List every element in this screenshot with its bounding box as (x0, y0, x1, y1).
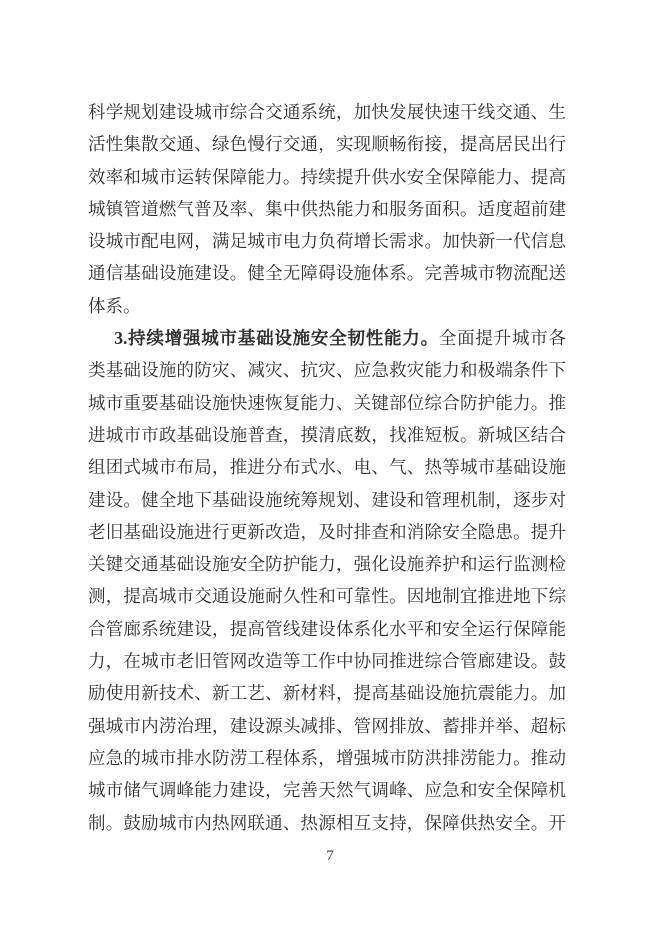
body-text-run: 城市储气调峰能力建设，完善天然气调峰、应急和安全保障机 (88, 780, 566, 801)
text-line (88, 451, 566, 483)
paragraph (88, 96, 566, 322)
body-text-run: 体系。 (88, 295, 141, 316)
body-text-run: 力，在城市老旧管网改造等工作中协同推进综合管廊建设。鼓 (88, 651, 566, 672)
body-text-run: 建设。健全地下基础设施统筹规划、建设和管理机制，逐步对 (88, 489, 566, 510)
body-text-run: 效率和城市运转保障能力。持续提升供水安全保障能力、提高 (88, 166, 566, 187)
body-text-run: 合管廊系统建设，提高管线建设体系化水平和安全运行保障能 (88, 618, 566, 639)
body-text-run: 测，提高城市交通设施耐久性和可靠性。因地制宜推进地下综 (88, 586, 566, 607)
text-line (88, 677, 566, 709)
text-line (88, 742, 566, 774)
body-text-run: 科学规划建设城市综合交通系统，加快发展快速干线交通、生 (88, 102, 566, 122)
body-text-run: 关键交通基础设施安全防护能力，强化设施养护和运行监测检 (88, 554, 566, 575)
text-line (88, 96, 566, 128)
body-text-run: 应急的城市排水防涝工程体系，增强城市防洪排涝能力。推动 (88, 747, 566, 768)
page-number: 7 (326, 848, 334, 864)
paragraph (88, 322, 566, 839)
text-line (88, 290, 566, 322)
body-text-run: 进城市市政基础设施普查，摸清底数，找准短板。新城区结合 (88, 424, 566, 445)
text-line (88, 387, 566, 419)
text-line (88, 419, 566, 451)
section-heading-run: 3.持续增强城市基础设施安全韧性能力。 (114, 328, 439, 349)
text-line (88, 225, 566, 257)
text-line (88, 257, 566, 289)
body-text-run: 设城市配电网，满足城市电力负荷增长需求。加快新一代信息 (88, 231, 566, 252)
text-line (88, 322, 566, 354)
text-line (88, 580, 566, 612)
text-line (88, 613, 566, 645)
body-text-run: 城镇管道燃气普及率、集中供热能力和服务面积。适度超前建 (88, 198, 566, 219)
body-text-run: 类基础设施的防灾、减灾、抗灾、应急救灾能力和极端条件下 (88, 360, 566, 381)
text-line (88, 354, 566, 386)
text-line (88, 128, 566, 160)
text-line (88, 710, 566, 742)
body-text-run: 全面提升城市各 (438, 328, 566, 349)
text-line (88, 484, 566, 516)
body-text-run: 组团式城市布局，推进分布式水、电、气、热等城市基础设施 (88, 457, 566, 478)
body-text-run: 强城市内涝治理，建设源头减排、管网排放、蓄排并举、超标 (88, 715, 566, 736)
text-line (88, 548, 566, 580)
body-text-run: 活性集散交通、绿色慢行交通，实现顺畅衔接，提高居民出行 (88, 134, 566, 155)
text-line (88, 516, 566, 548)
body-text-run: 制。鼓励城市内热网联通、热源相互支持，保障供热安全。开 (88, 812, 566, 833)
body-text-run: 老旧基础设施进行更新改造，及时排查和消除安全隐患。提升 (88, 521, 566, 542)
body-text-run: 城市重要基础设施快速恢复能力、关键部位综合防护能力。推 (88, 392, 566, 413)
text-line (88, 193, 566, 225)
body-text-run: 通信基础设施建设。健全无障碍设施体系。完善城市物流配送 (88, 263, 566, 284)
text-line (88, 645, 566, 677)
text-line (88, 774, 566, 806)
text-line (88, 161, 566, 193)
text-line (88, 807, 566, 839)
text-block (88, 96, 566, 839)
body-text-run: 励使用新技术、新工艺、新材料，提高基础设施抗震能力。加 (88, 683, 566, 704)
